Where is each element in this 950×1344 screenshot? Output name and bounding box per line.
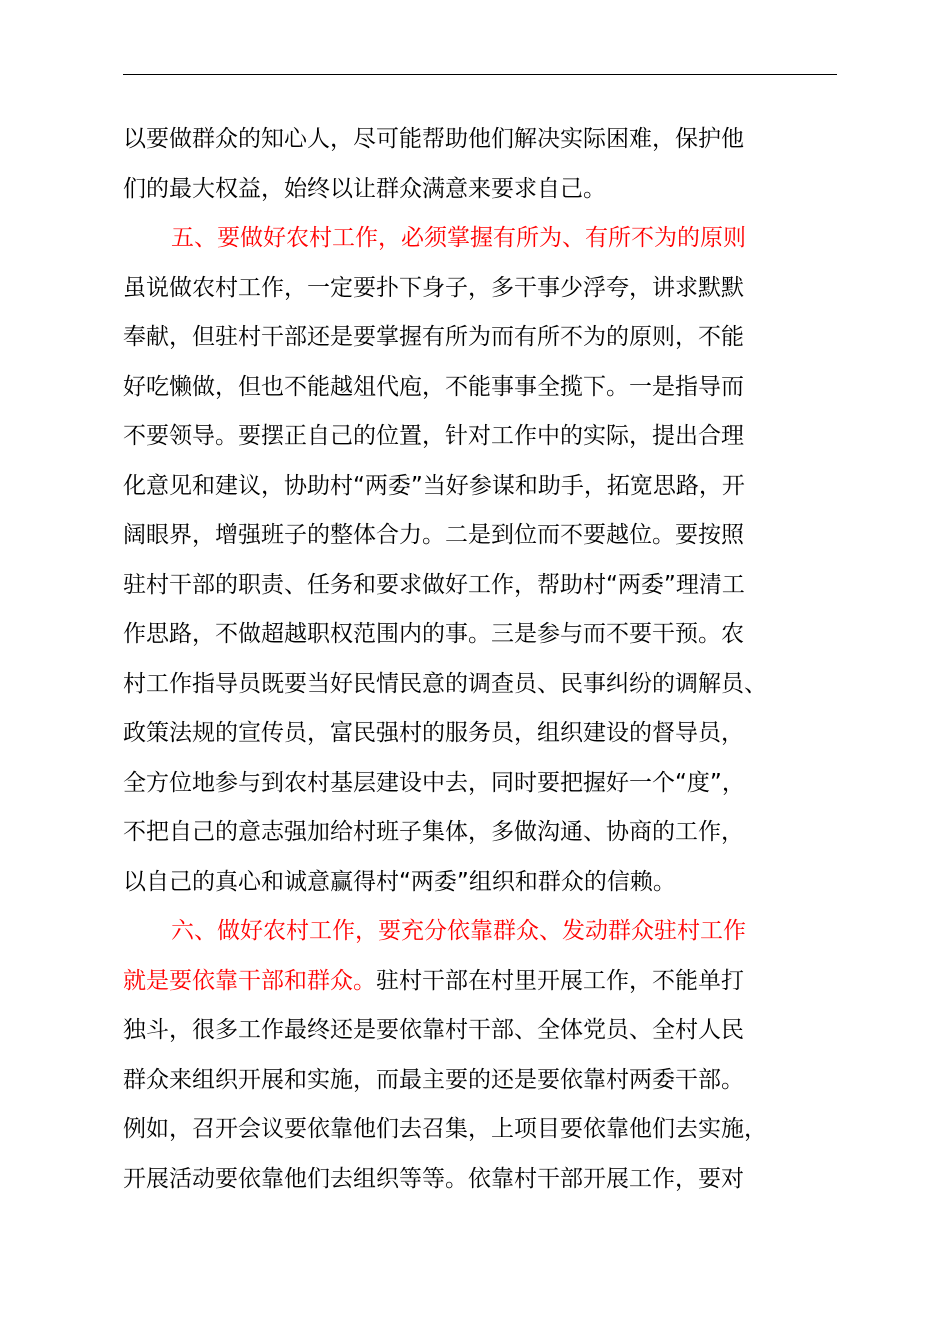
paragraph-line: 就是要依靠干部和群众。驻村干部在村里开展工作，不能单打 xyxy=(123,967,744,994)
header-rule xyxy=(123,74,837,75)
paragraph-line: 政策法规的宣传员，富民强村的服务员，组织建设的督导员， xyxy=(123,720,744,746)
paragraph-line: 群众来组织开展和实施，而最主要的还是要依靠村两委干部。 xyxy=(123,1066,744,1093)
document-body xyxy=(123,115,837,1204)
paragraph-line: 独斗，很多工作最终还是要依靠村干部、全体党员、全村人民 xyxy=(123,1017,744,1043)
paragraph-line: 阔眼界，增强班子的整体合力。二是到位而不要越位。要按照 xyxy=(123,522,744,548)
paragraph-line: 以自己的真心和诚意赢得村“两委”组织和群众的信赖。 xyxy=(123,868,676,895)
paragraph-line: 村工作指导员既要当好民情民意的调查员、民事纠纷的调解员、 xyxy=(123,670,767,697)
paragraph-line: 好吃懒做，但也不能越俎代庖，不能事事全揽下。一是指导而 xyxy=(123,373,744,400)
paragraph-line: 作思路，不做超越职权范围内的事。三是参与而不要干预。农 xyxy=(123,621,744,647)
paragraph-line: 例如，召开会议要依靠他们去召集，上项目要依靠他们去实施， xyxy=(123,1116,767,1142)
paragraph-line: 开展活动要依靠他们去组织等等。依靠村干部开展工作，要对 xyxy=(123,1165,744,1192)
section-heading-6: 六、做好农村工作，要充分依靠群众、发动群众驻村工作 xyxy=(171,918,746,944)
paragraph-line: 不要领导。要摆正自己的位置，针对工作中的实际，提出合理 xyxy=(123,423,744,449)
paragraph-line: 驻村干部的职责、任务和要求做好工作，帮助村“两委”理清工 xyxy=(123,571,745,598)
paragraph-line: 奉献，但驻村干部还是要掌握有所为而有所不为的原则，不能 xyxy=(123,324,744,350)
section-heading-5: 五、要做好农村工作，必须掌握有所为、有所不为的原则 xyxy=(171,225,746,251)
paragraph-line: 们的最大权益，始终以让群众满意来要求自己。 xyxy=(123,175,606,202)
paragraph-line: 以要做群众的知心人，尽可能帮助他们解决实际困难，保护他 xyxy=(123,126,744,152)
paragraph-line: 化意见和建议，协助村“两委”当好参谋和助手，拓宽思路，开 xyxy=(123,472,745,499)
paragraph-line: 不把自己的意志强加给村班子集体，多做沟通、协商的工作， xyxy=(123,819,744,845)
paragraph-line: 全方位地参与到农村基层建设中去，同时要把握好一个“度”， xyxy=(123,769,745,796)
paragraph-line: 虽说做农村工作，一定要扑下身子，多干事少浮夸，讲求默默 xyxy=(123,274,744,301)
